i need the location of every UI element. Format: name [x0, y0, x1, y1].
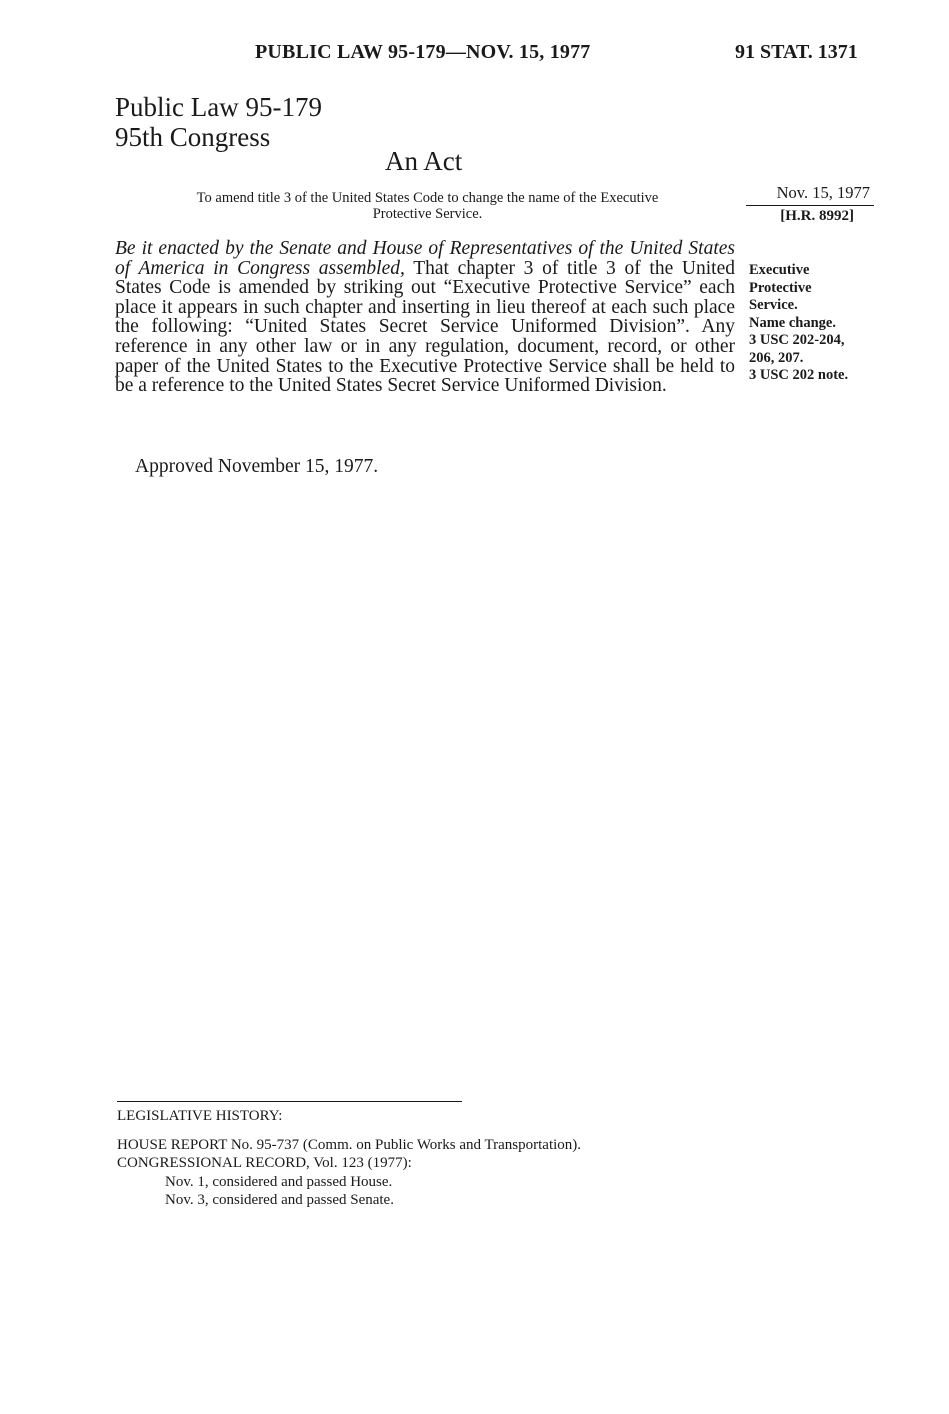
act-body-text: That chapter 3 of title 3 of the United States Code is amended by striking out “Executive Protective Service” each place it appears in such chapter and inserting in lieu thereof at each such place the following: “United States Secret Service Uniformed Division”. Any reference in any other law or in any regulation, document, record, or other paper of the United States to the Executive Protective Service shall be held to be a reference to the United States Secret Service Uniformed Division. [115, 257, 736, 397]
purpose-line: Protective Service. [372, 206, 483, 222]
act-heading: An Act [385, 146, 463, 176]
congressional-record: CONGRESSIONAL RECORD, Vol. 123 (1977): [117, 1155, 412, 1171]
history-action: Nov. 1, considered and passed House. [165, 1174, 393, 1190]
running-head: PUBLIC LAW 95-179—NOV. 15, 1977 [255, 41, 591, 63]
purpose-line: To amend title 3 of the United States Code to change the name of the Executive [196, 190, 659, 206]
approval-date: Approved November 15, 1977. [135, 456, 379, 477]
public-law-number: Public Law 95-179 [115, 92, 322, 122]
margin-note: Service. [749, 297, 798, 313]
margin-note: 3 USC 202-204, [749, 332, 845, 348]
margin-note: Protective [749, 279, 812, 296]
legislative-history-heading: LEGISLATIVE HISTORY: [117, 1108, 283, 1124]
congress-number: 95th Congress [115, 122, 271, 152]
margin-note: Executive [749, 262, 810, 278]
margin-divider [746, 205, 874, 206]
footnote-divider [117, 1101, 462, 1102]
house-report: HOUSE REPORT No. 95-737 (Comm. on Public Works and Transportation). [117, 1137, 582, 1153]
margin-bill-number: [H.R. 8992] [780, 208, 854, 224]
act-purpose [115, 190, 740, 222]
margin-date: Nov. 15, 1977 [776, 183, 870, 202]
enacting-clause: Be it enacted by the Senate and House of Representatives of the United States of America in Congress assembled, [115, 238, 735, 279]
margin-note: 206, 207. [749, 349, 804, 366]
margin-note: Name change. [749, 314, 836, 331]
statute-page-number: 91 STAT. 1371 [735, 41, 858, 63]
margin-notes [749, 262, 889, 385]
margin-note: 3 USC 202 note. [749, 367, 849, 383]
history-action: Nov. 3, considered and passed Senate. [165, 1192, 394, 1208]
enacting-section [115, 239, 735, 396]
